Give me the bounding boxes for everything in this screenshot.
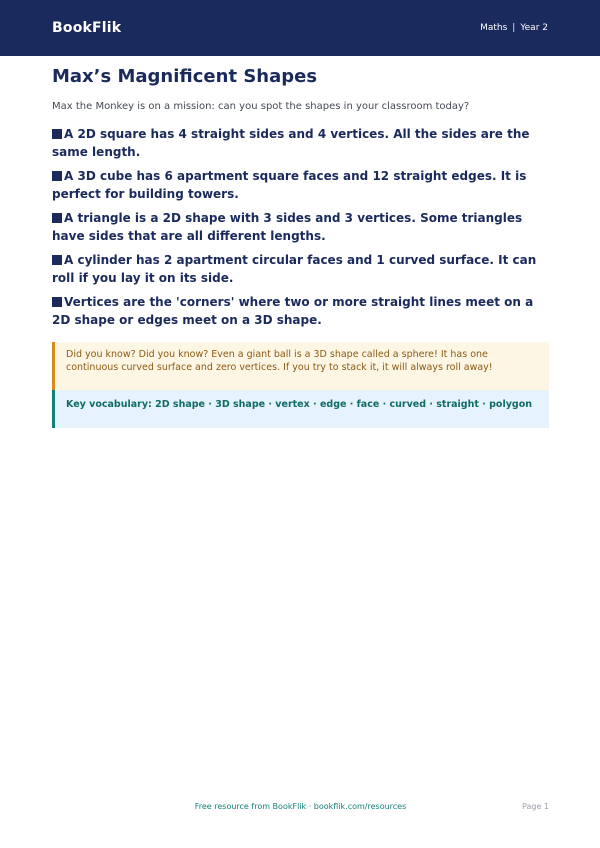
fact-list <box>52 125 549 329</box>
page-number: Page 1 <box>522 802 549 811</box>
brand-logo-text[interactable]: BookFlik <box>52 20 122 36</box>
header-bar <box>0 0 600 56</box>
square-bullet-icon <box>52 171 62 181</box>
fact-text: A 2D square has 4 straight sides and 4 vertices. All the sides are the same length. <box>52 127 530 159</box>
square-bullet-icon <box>52 297 62 307</box>
fact-text: A triangle is a 2D shape with 3 sides and 3 vertices. Some triangles have sides that are all different lengths. <box>52 211 523 243</box>
page-footer <box>52 802 549 816</box>
worksheet-content <box>52 66 549 428</box>
did-you-know-text: Did you know? Did you know? Even a giant ball is a 3D shape called a sphere! It has one continuous curved surface and zero vertices. If you try to stack it, it will always roll away! <box>66 349 493 373</box>
intro-text: Max the Monkey is on a mission: can you spot the shapes in your classroom today? <box>52 101 470 112</box>
fact-item <box>52 125 549 161</box>
fact-text: Vertices are the 'corners' where two or more straight lines meet on a 2D shape or edges meet on a 3D shape. <box>52 295 534 327</box>
subject-meta <box>480 23 548 33</box>
meta-separator: | <box>512 23 516 33</box>
square-bullet-icon <box>52 129 62 139</box>
square-bullet-icon <box>52 213 62 223</box>
fact-text: A 3D cube has 6 apartment square faces and 12 straight edges. It is perfect for building towers. <box>52 169 527 201</box>
fact-item <box>52 293 549 329</box>
footer-credit-link[interactable]: Free resource from BookFlik · bookflik.com/resources <box>194 802 407 811</box>
vocabulary-text: Key vocabulary: 2D shape · 3D shape · vertex · edge · face · curved · straight · polygon <box>66 399 533 410</box>
fact-item <box>52 167 549 203</box>
fact-text: A cylinder has 2 apartment circular faces and 1 curved surface. It can roll if you lay it on its side. <box>52 253 537 285</box>
square-bullet-icon <box>52 255 62 265</box>
page-title: Max’s Magnificent Shapes <box>52 66 318 87</box>
fact-item <box>52 209 549 245</box>
year-label: Year 2 <box>520 23 548 33</box>
fact-item <box>52 251 549 287</box>
key-vocabulary-box <box>52 390 549 428</box>
subject-label: Maths <box>480 23 508 33</box>
did-you-know-callout <box>52 342 549 390</box>
